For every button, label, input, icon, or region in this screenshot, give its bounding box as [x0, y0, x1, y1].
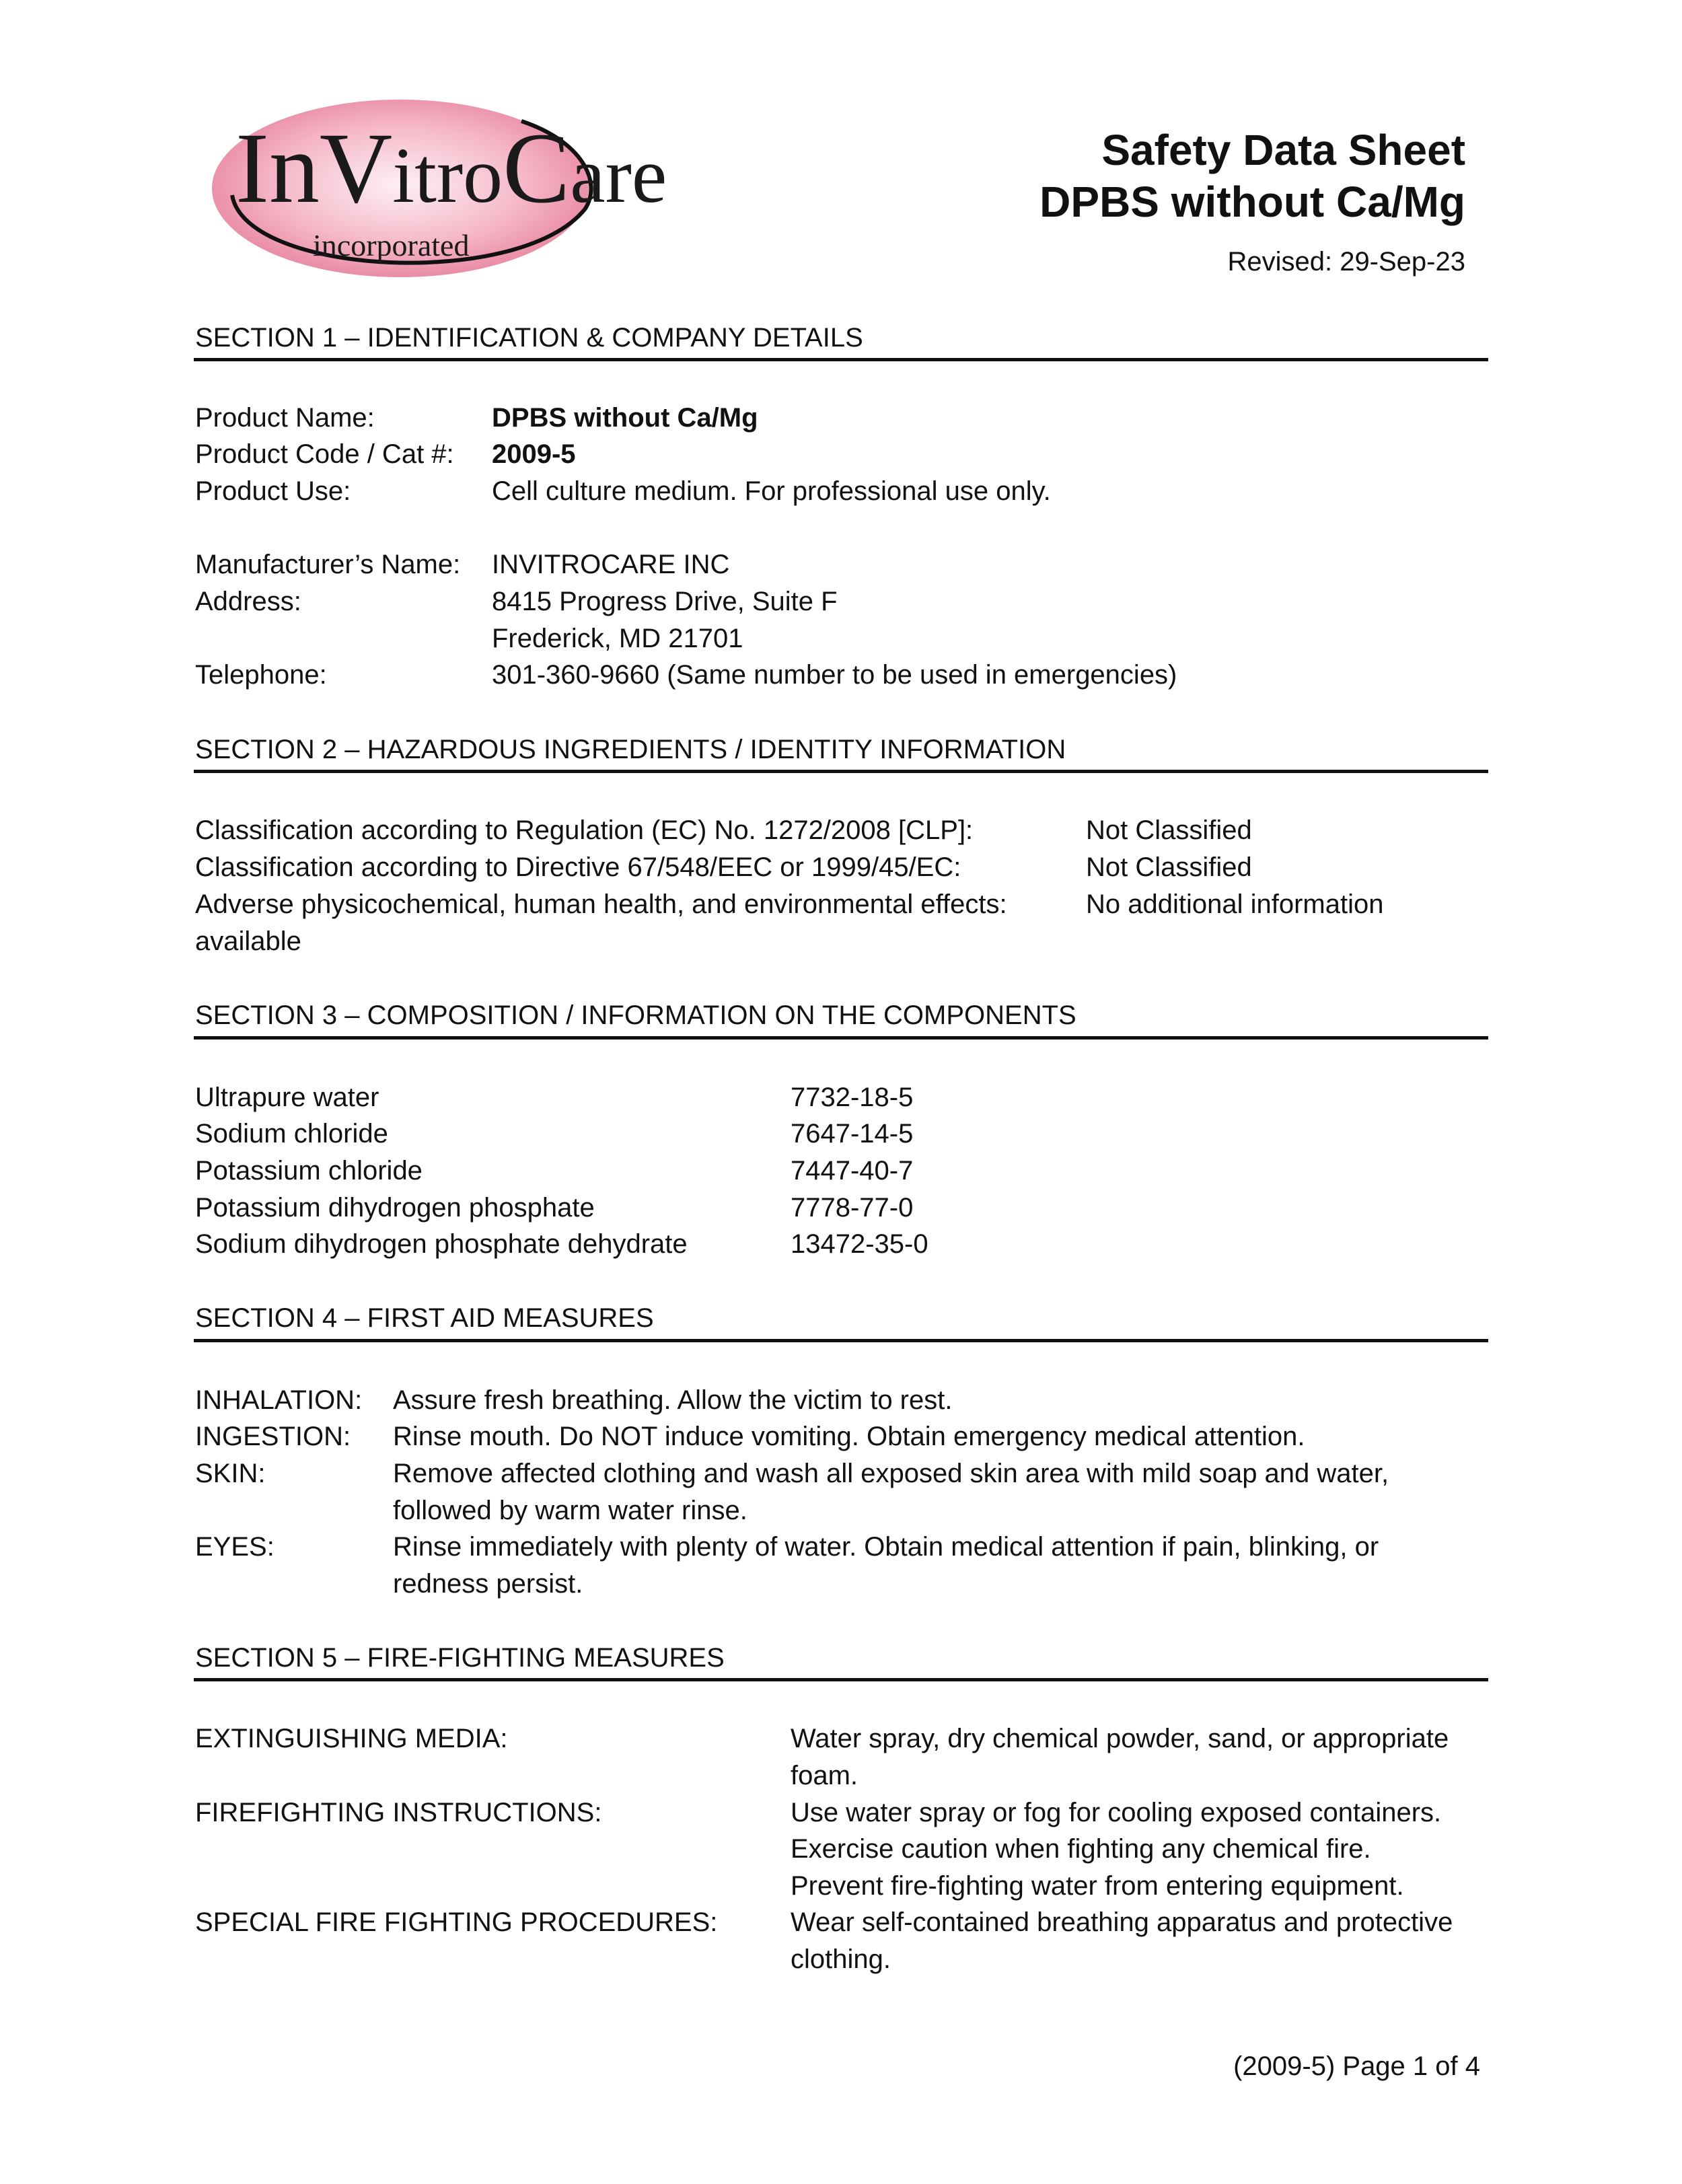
- component-name: Potassium chloride: [195, 1156, 423, 1186]
- component-name: Potassium dihydrogen phosphate: [195, 1193, 595, 1223]
- component-name: Sodium chloride: [195, 1119, 388, 1149]
- extinguishing-media-line1: Water spray, dry chemical powder, sand, or appropriate: [791, 1724, 1449, 1753]
- logo-subtext: incorporated: [313, 228, 470, 262]
- adverse-effects-label: Adverse physicochemical, human health, and environmental effects:: [195, 889, 1007, 919]
- skin-label: SKIN:: [195, 1459, 266, 1488]
- section2-rule: [194, 770, 1488, 773]
- eyes-label: EYES:: [195, 1532, 275, 1562]
- company-logo: [205, 94, 667, 289]
- document-title: Safety Data Sheet: [1101, 126, 1465, 174]
- component-cas: 13472-35-0: [791, 1229, 928, 1259]
- product-use-value: Cell culture medium. For professional use only.: [492, 476, 1051, 506]
- inhalation-value: Assure fresh breathing. Allow the victim to rest.: [393, 1385, 953, 1415]
- firefighting-instructions-line2: Exercise caution when fighting any chemical fire.: [791, 1834, 1371, 1864]
- component-name: Sodium dihydrogen phosphate dehydrate: [195, 1229, 688, 1259]
- product-code-value: 2009-5: [492, 439, 576, 469]
- ingestion-label: INGESTION:: [195, 1422, 351, 1451]
- address-label: Address:: [195, 587, 301, 616]
- directive-classification-label: Classification according to Directive 67/548/EEC or 1999/45/EC:: [195, 852, 961, 882]
- firefighting-instructions-line3: Prevent fire-fighting water from entering equipment.: [791, 1871, 1404, 1901]
- product-title: DPBS without Ca/Mg: [1039, 178, 1465, 226]
- component-cas: 7732-18-5: [791, 1083, 914, 1112]
- section5-title: SECTION 5 – FIRE-FIGHTING MEASURES: [195, 1643, 725, 1673]
- product-code-label: Product Code / Cat #:: [195, 439, 454, 469]
- revised-date: Revised: 29-Sep-23: [1227, 247, 1465, 277]
- section3-title: SECTION 3 – COMPOSITION / INFORMATION ON THE COMPONENTS: [195, 1000, 1076, 1030]
- special-procedures-line1: Wear self-contained breathing apparatus and protective: [791, 1907, 1453, 1937]
- address-line1: 8415 Progress Drive, Suite F: [492, 587, 838, 616]
- extinguishing-media-label: EXTINGUISHING MEDIA:: [195, 1724, 508, 1753]
- telephone-value: 301-360-9660 (Same number to be used in emergencies): [492, 660, 1177, 690]
- section5-rule: [194, 1678, 1488, 1681]
- extinguishing-media-line2: foam.: [791, 1761, 858, 1790]
- address-line2: Frederick, MD 21701: [492, 624, 743, 653]
- component-cas: 7647-14-5: [791, 1119, 914, 1149]
- component-name: Ultrapure water: [195, 1083, 379, 1112]
- component-cas: 7447-40-7: [791, 1156, 914, 1186]
- component-cas: 7778-77-0: [791, 1193, 914, 1223]
- directive-classification-value: Not Classified: [1086, 852, 1252, 882]
- adverse-effects-wrap: available: [195, 926, 301, 956]
- page-number: (2009-5) Page 1 of 4: [1233, 2051, 1480, 2081]
- manufacturer-value: INVITROCARE INC: [492, 550, 730, 579]
- eyes-value-line1: Rinse immediately with plenty of water. Obtain medical attention if pain, blinking, or: [393, 1532, 1379, 1562]
- product-name-value: DPBS without Ca/Mg: [492, 403, 758, 433]
- product-use-label: Product Use:: [195, 476, 351, 506]
- logo-word-are: are: [570, 131, 667, 219]
- logo-word-v: V: [319, 112, 393, 224]
- section1-rule: [194, 358, 1488, 361]
- inhalation-label: INHALATION:: [195, 1385, 363, 1415]
- clp-classification-value: Not Classified: [1086, 815, 1252, 845]
- adverse-effects-value: No additional information: [1086, 889, 1384, 919]
- manufacturer-label: Manufacturer’s Name:: [195, 550, 461, 579]
- clp-classification-label: Classification according to Regulation (EC) No. 1272/2008 [CLP]:: [195, 815, 974, 845]
- skin-value-line2: followed by warm water rinse.: [393, 1496, 747, 1525]
- section1-title: SECTION 1 – IDENTIFICATION & COMPANY DETAILS: [195, 323, 863, 353]
- section4-title: SECTION 4 – FIRST AID MEASURES: [195, 1303, 654, 1333]
- telephone-label: Telephone:: [195, 660, 327, 690]
- skin-value-line1: Remove affected clothing and wash all exposed skin area with mild soap and water,: [393, 1459, 1389, 1488]
- special-procedures-line2: clothing.: [791, 1944, 891, 1974]
- eyes-value-line2: redness persist.: [393, 1569, 583, 1599]
- ingestion-value: Rinse mouth. Do NOT induce vomiting. Obtain emergency medical attention.: [393, 1422, 1305, 1451]
- logo-word-itro: itro: [392, 131, 503, 219]
- section3-rule: [194, 1036, 1488, 1040]
- firefighting-instructions-line1: Use water spray or fog for cooling exposed containers.: [791, 1798, 1442, 1827]
- logo-word-in: In: [235, 112, 320, 224]
- special-procedures-label: SPECIAL FIRE FIGHTING PROCEDURES:: [195, 1907, 718, 1937]
- section4-rule: [194, 1339, 1488, 1342]
- logo-word-c: C: [503, 112, 571, 224]
- firefighting-instructions-label: FIREFIGHTING INSTRUCTIONS:: [195, 1798, 602, 1827]
- product-name-label: Product Name:: [195, 403, 375, 433]
- section2-title: SECTION 2 – HAZARDOUS INGREDIENTS / IDENTITY INFORMATION: [195, 735, 1066, 764]
